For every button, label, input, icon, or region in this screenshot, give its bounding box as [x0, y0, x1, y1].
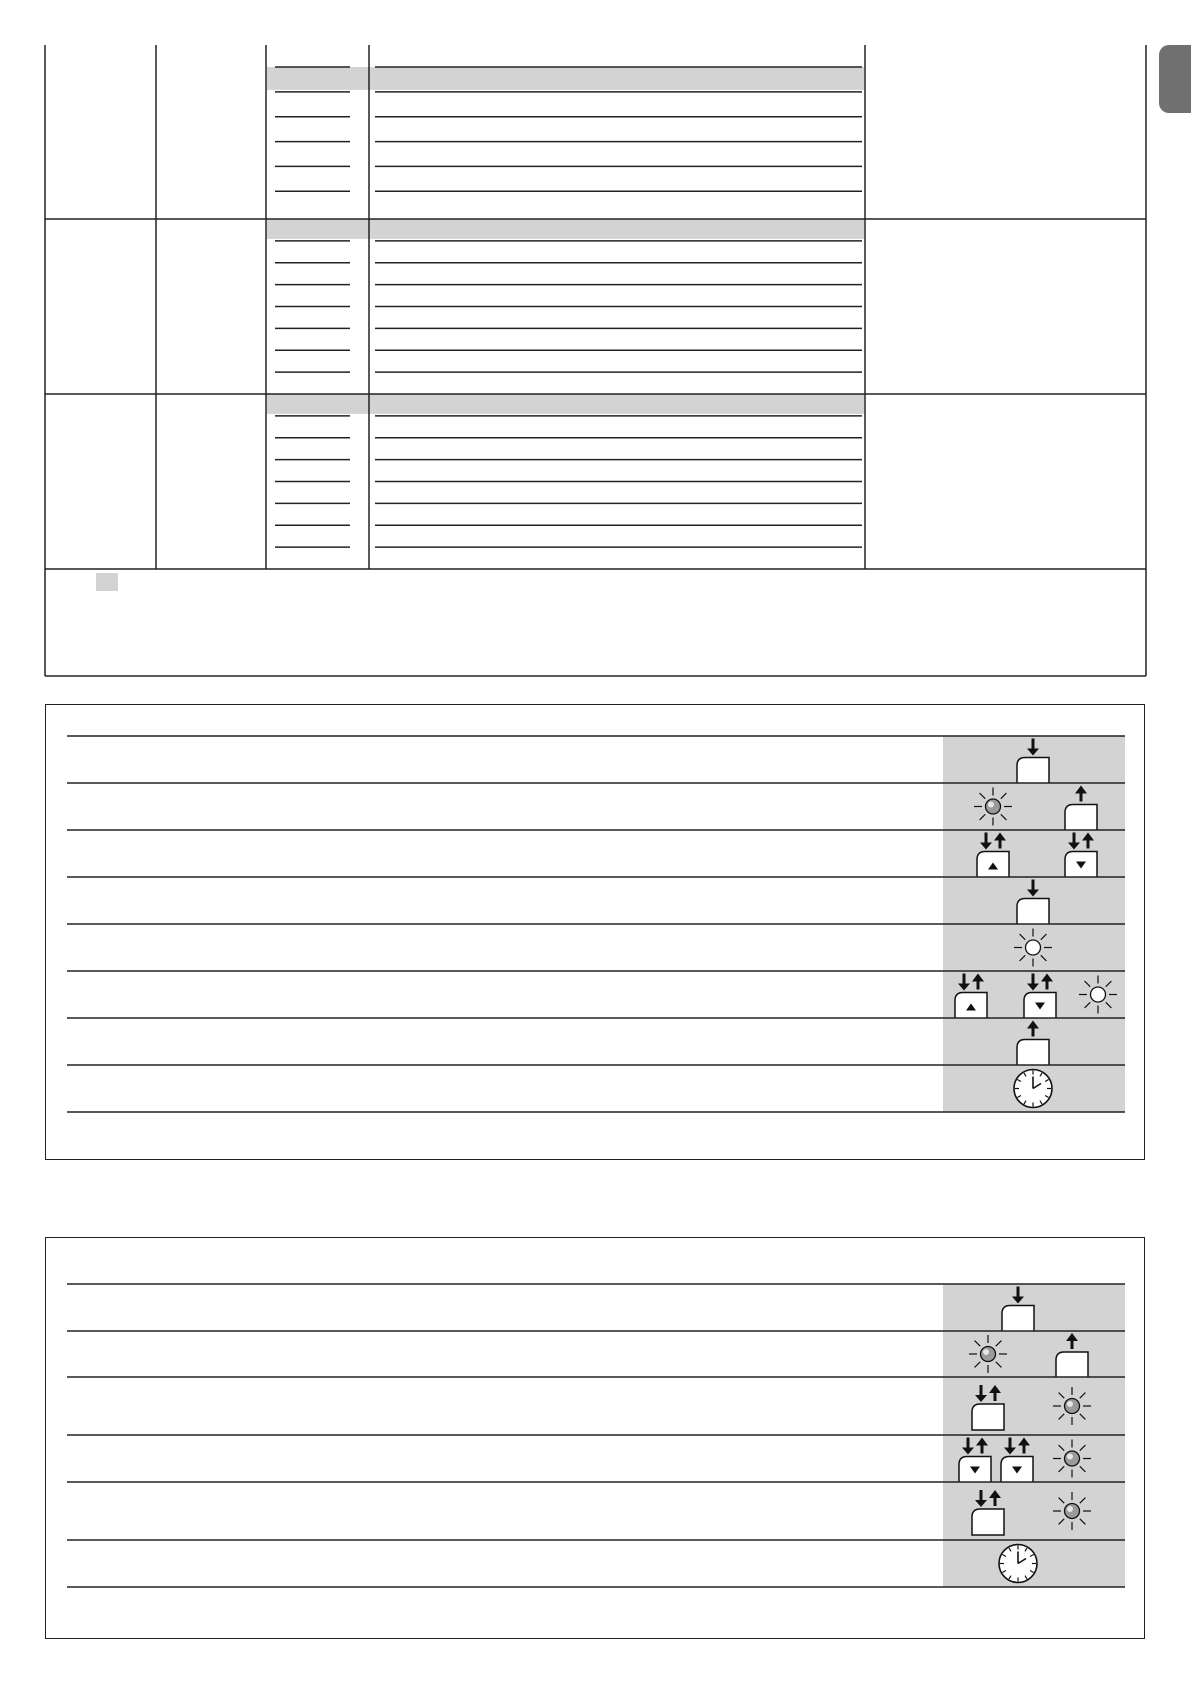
procedure-steps-b: [67, 1283, 1125, 1588]
highlight-row: [267, 67, 864, 90]
procedure-table: [67, 1283, 1125, 1588]
icon-cell: [943, 1482, 1125, 1540]
highlight-row: [267, 394, 864, 414]
note-marker: [96, 573, 118, 591]
step-row: [1014, 1070, 1052, 1108]
clock-icon: [999, 1545, 1037, 1583]
icon-cell: [943, 1377, 1125, 1435]
led-blink-icon: [1079, 976, 1117, 1014]
highlight-row: [267, 219, 864, 239]
led-blink-icon: [1014, 929, 1052, 967]
led-dim-icon: [969, 1335, 1007, 1373]
procedure-table: [67, 735, 1125, 1113]
procedure-steps-a: [67, 735, 1125, 1113]
led-dim-icon: [1053, 1387, 1091, 1425]
table-grid: [45, 45, 1146, 676]
parameter-table: [0, 0, 1191, 680]
led-dim-icon: [1053, 1492, 1091, 1530]
clock-icon: [1014, 1070, 1052, 1108]
led-dim-icon: [1053, 1440, 1091, 1478]
step-row: [1014, 929, 1052, 967]
led-dim-icon: [974, 788, 1012, 826]
step-row: [999, 1545, 1037, 1583]
